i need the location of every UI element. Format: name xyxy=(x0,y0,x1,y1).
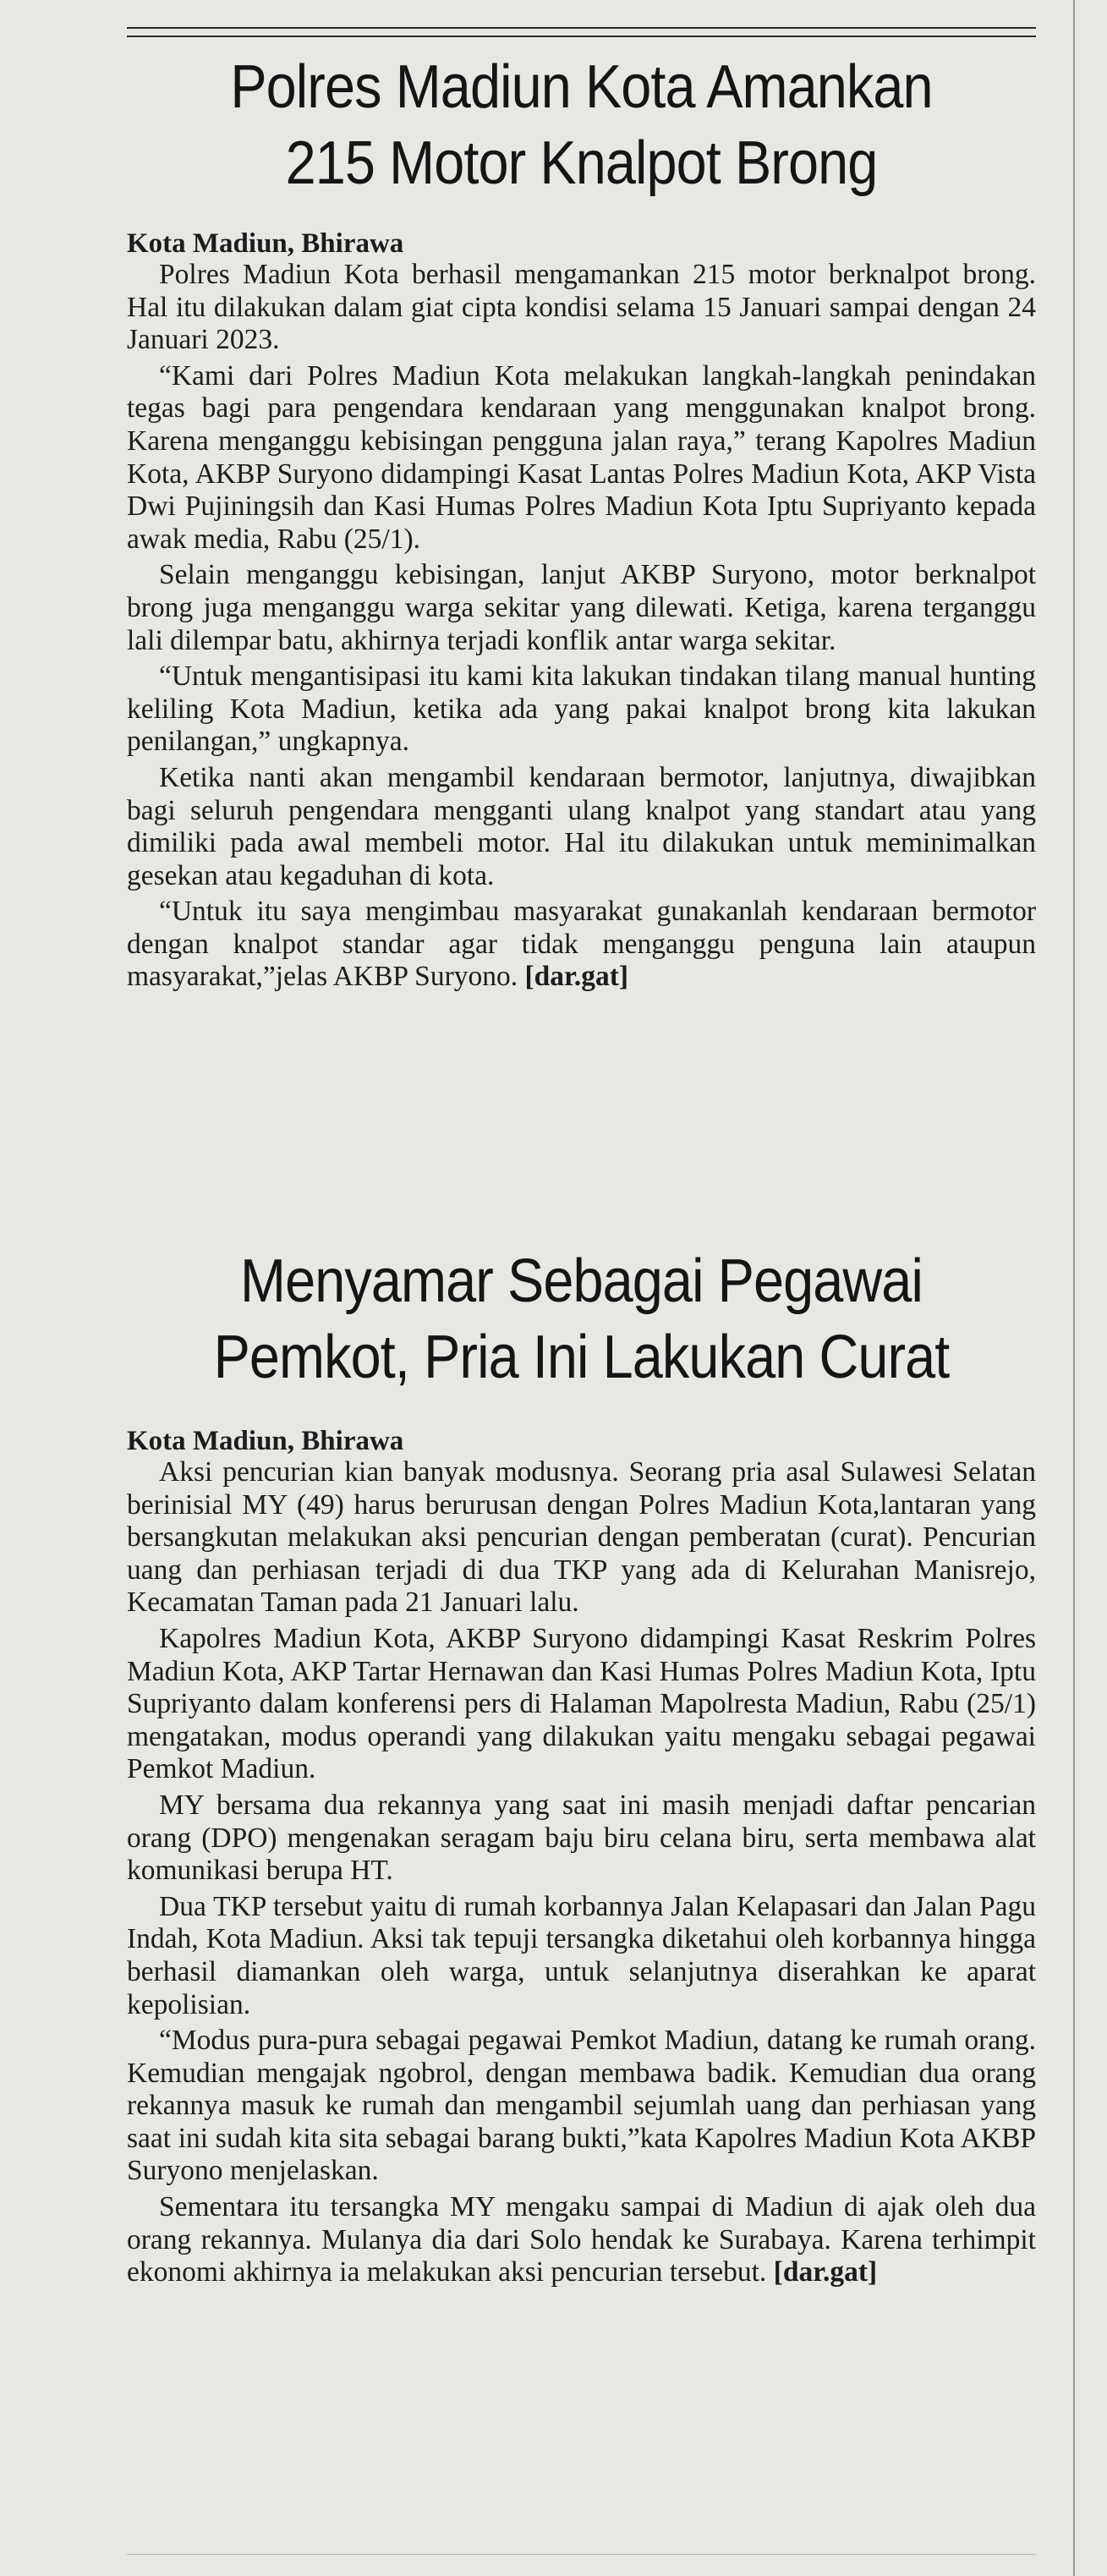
top-rule-inner xyxy=(127,36,1036,37)
article-1-headline xyxy=(173,49,991,201)
dateline: Kota Madiun, Bhirawa xyxy=(127,228,404,259)
paragraph: MY bersama dua rekannya yang saat ini masih menjadi daftar pencarian orang (DPO) mengenakan seragam baju biru celana biru, serta membawa alat komunikasi berupa HT. xyxy=(127,1789,1036,1887)
article-1 xyxy=(127,49,1036,997)
paragraph: “Kami dari Polres Madiun Kota melakukan langkah-langkah penindakan tegas bagi para pengendara kendaraan yang menggunakan knalpot brong. Karena menganggu kebisingan pengguna jalan raya,” terang Kapolres Madiun Kota, AKBP Suryono didampingi Kasat Lantas Polres Madiun Kota, AKP Vista Dwi Pujiningsih dan Kasi Humas Polres Madiun Kota Iptu Supriyanto kepada awak media, Rabu (25/1). xyxy=(127,359,1036,555)
article-2-headline xyxy=(173,1243,991,1395)
paragraph xyxy=(127,896,1036,994)
author-signature: [dar.gat] xyxy=(524,961,629,993)
top-rule xyxy=(127,27,1036,29)
paragraph: Dua TKP tersebut yaitu di rumah korbannya Jalan Kelapasari dan Jalan Pagu Indah, Kota Madiun. Aksi tak tepuji tersangka diketahui oleh korbannya hingga berhasil diamankan oleh warga, untuk selanjutnya diserahkan ke aparat kepolisian. xyxy=(127,1890,1036,2020)
paragraph: “Untuk mengantisipasi itu kami kita lakukan tindakan tilang manual hunting keliling Kota Madiun, ketika ada yang pakai knalpot brong kita lakukan penilangan,” ungkapnya. xyxy=(127,660,1036,758)
article-2 xyxy=(127,1243,1036,2293)
page-edge xyxy=(1073,0,1075,2576)
headline-line: Menyamar Sebagai Pegawai xyxy=(240,1247,923,1315)
paragraph xyxy=(127,2191,1036,2289)
paragraph: Ketika nanti akan mengambil kendaraan bermotor, lanjutnya, diwajibkan bagi seluruh pengendara mengganti ulang knalpot yang standart atau yang dimiliki pada awal membeli motor. Hal itu dilakukan untuk meminimalkan gesekan atau kegaduhan di kota. xyxy=(127,761,1036,891)
paragraph-text: “Untuk itu saya mengimbau masyarakat gunakanlah kendaraan bermotor dengan knalpot standar agar tidak menganggu penguna lain ataupun masyarakat,”jelas AKBP Suryono. xyxy=(127,896,1036,993)
paragraph-text: Sementara itu tersangka MY mengaku sampai di Madiun di ajak oleh dua orang rekannya. Mulanya dia dari Solo hendak ke Surabaya. Karena terhimpit ekonomi akhirnya ia melakukan aksi pencurian tersebut. xyxy=(127,2191,1036,2288)
paragraph: Kapolres Madiun Kota, AKBP Suryono didampingi Kasat Reskrim Polres Madiun Kota, AKP Tartar Hernawan dan Kasi Humas Polres Madiun Kota, Iptu Supriyanto dalam konferensi pers di Halaman Mapolresta Madiun, Rabu (25/1) mengatakan, modus operandi yang dilakukan yaitu mengaku sebagai pegawai Pemkot Madiun. xyxy=(127,1622,1036,1785)
headline-line: Polres Madiun Kota Amankan xyxy=(230,53,933,121)
headline-line: Pemkot, Pria Ini Lakukan Curat xyxy=(213,1324,950,1391)
paragraph: Aksi pencurian kian banyak modusnya. Seorang pria asal Sulawesi Selatan berinisial MY (49) harus berurusan dengan Polres Madiun Kota,lantaran yang bersangkutan melakukan aksi pencurian dengan pemberatan (curat). Pencurian uang dan perhiasan terjadi di dua TKP yang ada di Kelurahan Manisrejo, Kecamatan Taman pada 21 Januari lalu. xyxy=(127,1456,1036,1619)
author-signature: [dar.gat] xyxy=(773,2256,878,2288)
paragraph: Selain menganggu kebisingan, lanjut AKBP Suryono, motor berknalpot brong juga menganggu warga sekitar yang dilewati. Ketiga, karena terganggu lali dilempar batu, akhirnya terjadi konflik antar warga sekitar. xyxy=(127,559,1036,656)
headline-line: 215 Motor Knalpot Brong xyxy=(285,129,878,197)
paragraph: Polres Madiun Kota berhasil mengamankan 215 motor berknalpot brong. Hal itu dilakukan dalam giat cipta kondisi selama 15 Januari sampai dengan 24 Januari 2023. xyxy=(127,259,1036,356)
dateline: Kota Madiun, Bhirawa xyxy=(127,1426,404,1456)
paragraph: “Modus pura-pura sebagai pegawai Pemkot Madiun, datang ke rumah orang. Kemudian mengajak ngobrol, dengan membawa badik. Kemudian dua orang rekannya masuk ke rumah dan mengambil sejumlah uang dan perhiasan yang saat ini sudah kita sita sebagai barang bukti,”kata Kapolres Madiun Kota AKBP Suryono menjelaskan. xyxy=(127,2025,1036,2187)
bottom-rule xyxy=(127,2554,1036,2555)
